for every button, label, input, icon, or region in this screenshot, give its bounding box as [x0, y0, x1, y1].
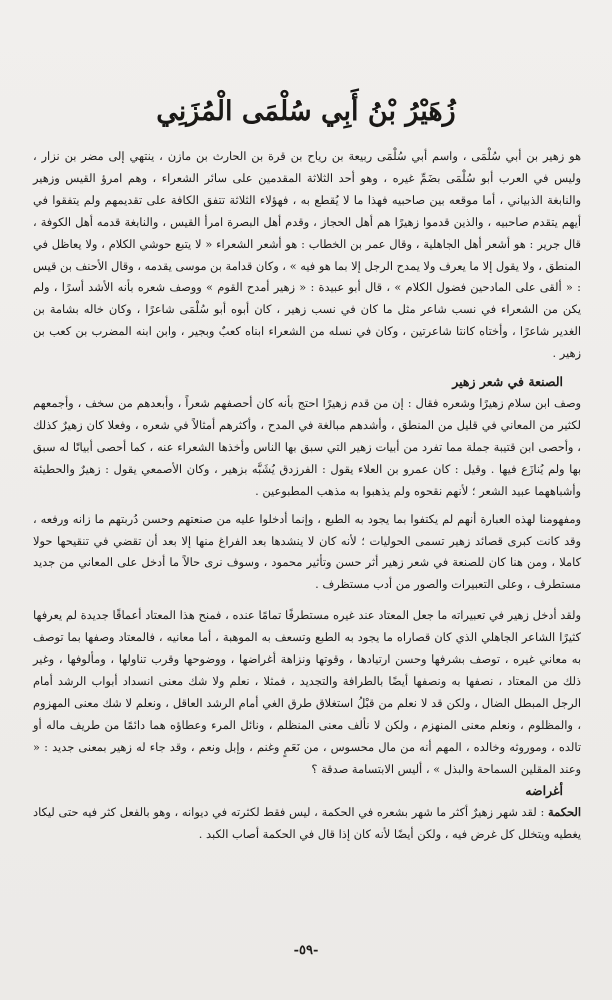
- section-heading-craft: الصنعة في شعر زهير: [452, 374, 563, 390]
- wisdom-label: الحكمة: [548, 805, 581, 820]
- page-title: زُهَيْرُ بْنُ أَبِي سُلْمَى الْمُزَنِي: [156, 96, 456, 128]
- wisdom-text: : لقد شهر زهيرٌ أكثر ما شهر بشعره في الحكمة ، ليس فقط لكثرته في ديوانه ، وهو بالفعل كثر فيه حتى ليكاد يغطيه ويتخلل كل غرض فيه ، ولكن أيضًا لأنه كان إذا قال في الحكمة أصاب الكبد .: [33, 805, 581, 842]
- craft-paragraph-1: وصف ابن سلام زهيرًا وشعره فقال : إن من قدم زهيرًا احتج بأنه كان أحصفهم شعراً ، وأبعدهم من سخف ، وأجمعهم لكثير من المعاني في قليل من المنطق ، وأشدهم مبالغة في المدح ، وأكثرهم أمثالاً في شعره ، وفعلا كان زهيرٌ كذلك ، وأحصى ابن قتيبة جملة مما تفرد من أبيات زهير التي سبق بها الناس وأخذها الشعراء عنه ، كما أحصى أبياتًا له سبق بها ولم يُنازَع فيها . وقيل : كان عمرو بن العلاء يقول : الفرزدق يُشَبَّه بزهير ، وكان الأصمعي يقول : زهيرٌ والحطيئة وأشباههما عبيد الشعر ؛ لأنهم نقحوه ولم يذهبوا به مذهب المطبوعين .: [33, 396, 581, 498]
- craft-paragraph-2: ومفهومنا لهذه العبارة أنهم لم يكتفوا بما يجود به الطبع ، وإنما أدخلوا عليه من صنعتهم وحسن دُربتهم ما زانه ورفعه ، وقد كانت كبرى قصائد زهير تسمى الحوليات ؛ لأنه كان لا ينشدها بعد الفراغ منها إلا بعد أن تقضي في تنقيحها حولا كاملا ، ومن هنا كان للصنعة في شعر زهير أثر حسن وتأثير محمود ، وسوف نرى حالاً ما أدخل على المعاني من جديد مستطرف ، وعلى التعبيرات والصور من أدب مستظرف .: [33, 511, 581, 592]
- page-number: -٥٩-: [293, 943, 319, 958]
- section-heading-purposes: أغراضه: [525, 783, 563, 799]
- craft-paragraph-3: ولقد أدخل زهير في تعبيراته ما جعل المعتاد عند غيره مستطرفًا تمامًا عنده ، فمنح هذا المعتاد أعماقًا جديدة لم يعرفها كثيرًا الشاعر الجاهلي الذي كان قصاراه ما يجود به الطبع وتسعف به الموهبة ، أما معانيه ، فالمعتاد وصفها بما توصف به معاني غيره ، توصف بشرفها وحسن ارتيادها ، وقوتها ونزاهة أغراضها ، ووضوحها وقرب تناولها ، ومألوفها ، وغير ذلك من المعتاد ، نصفها به ونصفها أيضًا بالطرافة والتجديد ، فمثلا ، نعلم ولا شك معنى انسداد أبواب الرشد أمام الرجل المبطل الضال ، ولكن قد لا نعلم من قبْلُ استغلاق طرق الغي أمام الرشد العاقل ، ونعلم لا شك معنى المهزوم ، والمظلوم ، ونعلم معنى المنهزم ، ولكن لا نألف معنى المنظلم ، ونائل المرء وعطاؤه هما دائمًا من طريف ماله أو تالده ، وموروثه وخالده ، المهم أنه من مال محسوس ، من نَعَمٍ وغنم ، وإبل ونعم ، وقد جاء له زهير بمعنى جديد : « وعند المقلين السماحة والبذل » ، أليس الابتسامة صدقة ؟: [33, 608, 581, 776]
- intro-paragraph: هو زهير بن أبي سُلْمَى ، واسم أبي سُلْمَى ربيعة بن رياح بن قرة بن الحارث بن مازن ، ينتهي إلى مضر بن نزار ، وليس في العرب أبو سُلْمَى بضَمِّ غيره ، وهو أحد الثلاثة المقدمين على سائر الشعراء ، وهم امرؤ القيس وزهير والنابغة الذبياني ، أما موقعه بين صاحبيه فهذا ما لا يُقطع به ، فهؤلاء الثلاثة تتفق الكافة على تقديمهم ولم يتفقوا في أيهم يتقدم صاحبيه ، والذين قدموا زهيرًا هم أهل الحجاز ، وقدم أهل البصرة امرأ القيس ، والنابغة قدمه أهل الكوفة ، قال جرير : هو أشعر أهل الجاهلية ، وقال عمر بن الخطاب : هو أشعر الشعراء « لا يتبع حوشي الكلام ، ولا يعاظل في المنطق ، ولا يقول إلا ما يعرف ولا يمدح الرجل إلا بما هو فيه » ، وكان قدامة بن موسى يقدمه ، وقال الأحنف بن قيس : « ألقى على المادحين فضول الكلام » ، قال أبو عبيدة : « زهير أمدح القوم » ووصف شعره بأنه الأشد أسرًا ، ولم يكن من الشعراء في نسب شاعر مثل ما كان في نسب زهير ، كان أبوه أبو سُلْمَى شاعرًا ، وكان خاله بشامة بن الغدير شاعرًا ، وأختاه كانتا شاعرتين ، وكان في نسله من الشعراء ابناه كعبٌ وبجير ، وابن ابنه المضرب بن كعب بن زهير .: [33, 149, 581, 361]
- page-body: [33, 146, 581, 846]
- wisdom-paragraph: [33, 802, 581, 846]
